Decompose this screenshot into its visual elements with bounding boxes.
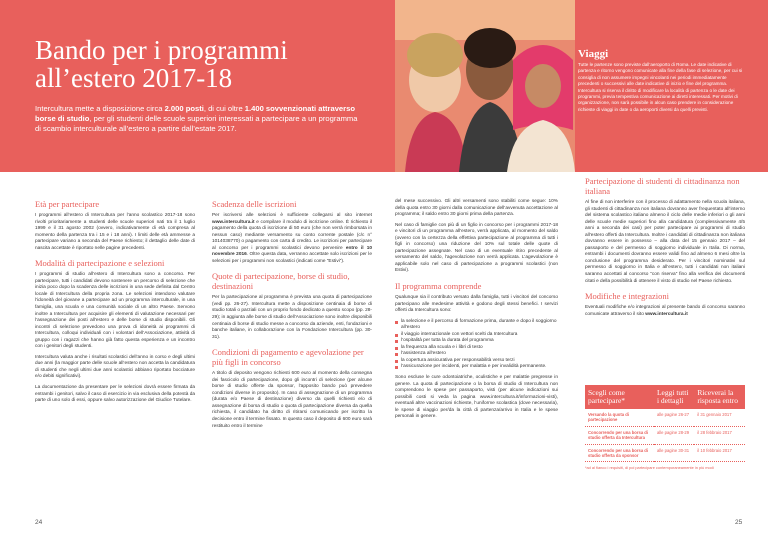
cittadinanza-heading: Partecipazione di studenti di cittadinanza non italiana	[585, 176, 740, 196]
programma-text: Qualunque sia il contributo versato dalla famiglia, tutti i vincitori del concorso partecipano alle medesime attività e godono degli stessi benefici. I servizi offerti da Intercultura sono:	[395, 295, 558, 314]
intercultura-link-2[interactable]: www.intercultura.it	[645, 311, 688, 317]
scadenza-text: Per iscriversi alle selezioni è sufficiente collegarsi al sito internet www.intercultura.it e compilare il modulo di iscrizione online. È richiesto il pagamento della quota di iscrizione di 50 euro (che non verrà rimborsata in nessun caso) mediante versamento su conto corrente postale (c/c n° 1014038770) o pagamento con carta di credito. Le iscrizioni per partecipare al concorso per i programmi scolastici devono pervenire entro il 10 novembre 2016. Oltre questa data, verranno accettate solo iscrizioni per le selezioni per i programmi non scolastici (indicati come “Estivi”).	[212, 213, 372, 264]
list-item: la selezione e il percorso di formazione prima, durante e dopo il soggiorno all’estero	[395, 319, 558, 332]
table-header: Scegli come partecipare*	[585, 385, 654, 409]
partecipazione-table-box	[585, 385, 745, 470]
list-item: l’assicurazione per incidenti, per malattia e per invalidità permanente.	[395, 364, 558, 371]
quote-text: Per la partecipazione al programma è prevista una quota di partecipazione (vedi pp. 26-27). Intercultura mette a disposizione centinaia di borse di studio totali o parziali con un proprio fondo dedicato a questo scopo (pp. 28-29); in aggiunta alle borse di studio dell’Associazione sono inoltre disponibili centinaia di borse di studio messe a concorso da aziende, enti, fondazioni e banche italiane, in collaborazione con la Fondazione Intercultura (pp. 30-31).	[212, 295, 372, 340]
column-3	[395, 199, 558, 425]
scadenza-heading: Scadenza delle iscrizioni	[212, 199, 297, 209]
condizioni-text: A titolo di deposito vengono richiesti 600 euro al momento della consegna dei fascicolo di partecipazione, dopo gli incontri di selezione (per alcune borse di studio offerte da sponsor, l’apposito bando può prevedere condizioni diverse in proposito). In caso di assegnazione di un programma (durata e/o Paese di destinazione) diverso da quelli richiesti e/o di assegnazione di borsa di studio o quota di partecipazione diversa da quella richiesta, il candidato ha diritto di ritirarsi comunicando per iscritto la decisione entro il termine fissato. In questo caso il deposito di 600 euro sarà restituito entro il termine	[212, 371, 372, 429]
table-row: Concorrendo per una borsa di studio offerta da Intercultura alle pagine 28-29 il 28 febbraio 2017	[585, 426, 745, 444]
cittadinanza-text: Al fine di non interferire con il processo di adattamento nella scuola italiana, gli studenti di cittadinanza non italiana dovranno aver frequentato all’interno del sistema scolastico italiano almeno il ciclo delle medie inferiori o gli anni delle scuole medie superiori fino alla candidatura (complessivamente 4/5 anni a seconda dei casi) per poter partecipare ai programmi di studio all’estero offerti da Intercultura. Inoltre i candidati di cittadinanza non italiana dovranno essere in possesso – alla data del 15 gennaio 2017 – del passaporto e del permesso di soggiorno individuale in Italia. Di norma, entrambi i documenti dovranno essere validi fino ad almeno 6 mesi oltre la conclusione del programma desiderato. Per i vincitori nominativi sul permesso di soggiorno in Italia e all’estero, tutti i candidati non italiani saranno accettati al concorso “con riserva” fino alla verifica dei documenti citati e della possibilità di ottenere il visto di studio nel Paese richiesto.	[585, 200, 745, 284]
servizi-list	[395, 319, 558, 371]
modalita-text-3: La documentazione da presentare per le selezioni dovrà essere firmata da entrambi i genitori, salvo il caso di esercizio in via esclusiva della potestà da parte di uno solo di essi, oppure salvo autorizzazione del Giudice Tutelare.	[35, 385, 195, 404]
page-title: Bando per i programmi all’estero 2017-18	[35, 35, 288, 93]
piu-figli-text: Nel caso di famiglie con più di un figlio in concorso per i programmi 2017-18 e vincitori di un programma all’estero, verrà applicata, al momento del saldo (ovvero con la certezza della effettiva partecipazione al programma di tutti i figli in concorso) una riduzione del 10% sul totale delle quote di partecipazione assegnate. Nel caso di un eventuale ritiro precedente al versamento del saldo, l’agevolazione non verrà applicata. L’agevolazione è applicabile solo nel caso di partecipazione a programmi scolastici (non Estivi).	[395, 222, 558, 274]
partecipazione-table	[585, 385, 745, 462]
condizioni-heading: Condizioni di pagamento e agevolazione per più figli in concorso	[212, 347, 364, 368]
modalita-heading: Modalità di partecipazione e selezioni	[35, 258, 165, 269]
students-photo	[395, 0, 575, 172]
viaggi-heading: Viaggi	[578, 48, 609, 60]
table-header: Leggi tutti i dettagli	[654, 385, 694, 409]
list-item: la frequenza alla scuola e i libri di testo	[395, 345, 558, 352]
modifiche-heading: Modifiche e integrazioni	[585, 291, 670, 302]
programma-heading: Il programma comprende	[395, 281, 482, 292]
viaggi-text: Tutte le partenze sono previste dall’aeroporto di Roma. Le date indicative di partenza e ritorno vengono comunicate alla fine della fase di selezione, per cui si consiglia di non assumere impegni vincolanti nei periodi immediatamente precedenti o successivi alle date indicative di inizio e fine del programma. Intercultura si riserva il diritto di modificare la località di partenza o le date dei programmi, previa tempestiva comunicazione ai diretti interessati. Per motivi di organizzazione, non sarà possibile in alcun caso prendere in considerazione richieste di viaggi in date o da aeroporti diversi da quelli previsti.	[578, 62, 743, 112]
page-number-left: 24	[35, 519, 43, 526]
intercultura-link[interactable]: www.intercultura.it	[212, 219, 255, 225]
column-2	[212, 199, 372, 434]
hero-intro: Intercultura mette a disposizione circa 2.000 posti, di cui oltre 1.400 sovvenzionati attraverso borse di studio, per gli studenti delle scuole superiori interessati a partecipare a un programma di scambio interculturale all’estero a partire dall’estate 2017.	[35, 104, 358, 134]
list-item: l’ospitalità per tutta la durata del programma	[395, 338, 558, 345]
viaggi-section	[578, 48, 746, 113]
modalita-text-2: Intercultura valuta anche i risultati scolastici dell’anno in corso e degli ultimi due anni (la maggior parte delle scuole all’estero non accetta la candidatura di studenti che negli ultimi due anni scolastici abbiano riportato bocciature e/o debiti significativi).	[35, 354, 195, 380]
list-item: la copertura assicurativa per responsabilità verso terzi	[395, 358, 558, 365]
eta-heading: Età per partecipare	[35, 199, 100, 209]
esclusioni-text: Sono escluse le cure odontoiatriche, oculistiche e per malattie pregresse in genere. La quota di partecipazione o la borsa di studio di Intercultura non comprendono le spese per passaporto, visti (per alcune indicazioni sui possibili costi si veda la pagina www.intercultura.it/informazioni-visti), eventuali altre vaccinazioni richieste, l’uniforme scolastica (dove necessaria), le spese di viaggio per/da la città di partenza/arrivo in Italia e le spese personali in genere.	[395, 375, 558, 420]
table-row: Versando la quota di partecipazione alle pagine 26-27 il 31 gennaio 2017	[585, 409, 745, 426]
table-row: Concorrendo per una borsa di studio offerta da sponsor alle pagine 30-31 il 10 febbraio 2017	[585, 444, 745, 462]
list-item: l’assistenza all’estero	[395, 351, 558, 358]
pagamento-continued-text: del mese successivo. Gli altri versamenti sono stabiliti come segue: 10% della quota entro 30 giorni dalla comunicazione dell’avvenuta accettazione al programma; il saldo entro 30 giorni prima della partenza.	[395, 199, 558, 218]
list-item: il viaggio internazionale con vettori scelti da Intercultura	[395, 332, 558, 339]
modifiche-text: Eventuali modifiche e/o integrazioni al presente bando di concorso saranno comunicate attraverso il sito www.intercultura.it	[585, 305, 745, 317]
quote-heading: Quote di partecipazione, borse di studio, destinazioni	[212, 271, 350, 292]
table-footnote: *ad al fianco i requisiti, di poi partecipare contemporaneamente in più modi	[585, 465, 714, 471]
hero-banner	[0, 0, 768, 172]
table-header: Riceverai la risposta entro	[694, 385, 745, 409]
column-4	[585, 172, 745, 322]
eta-text: I programmi all’estero di Intercultura per l’anno scolastico 2017-18 sono rivolti prioritariamente a studenti delle scuole superiori nati tra il 1 luglio 1999 e il 31 agosto 2002 (ovvero, indicativamente di età compresa al momento della partenza tra i 15 e i 18 anni). I limiti delle età ammesse a partecipare variano a seconda del Paese richiesto; il dettaglio delle date di nascita accettate è riportato nelle pagine precedenti.	[35, 213, 195, 251]
column-1	[35, 199, 195, 409]
page-number-right: 25	[735, 519, 743, 526]
modalita-text-1: I programmi di studio all’estero di Intercultura sono a concorso. Per partecipare, tutti i candidati devono sostenere un percorso di selezione che inizia poco dopo la scadenza delle iscrizioni in una sede definita dal Centro locale di Intercultura della propria zona. Le selezioni intendono valutare l’idoneità del giovane a partecipare ad un programma interculturale, in una famiglia, una scuola e una comunità sociale di un altro Paese. Servono inoltre a Intercultura per acquisire gli elementi di valutazione necessari per l’assegnazione dei posti all’estero e delle borse di studio disponibili. Gli incontri di selezione prevedono una prova di idoneità ai programmi di Intercultura, colloqui individuali con i volontari dell’Associazione, attività di gruppo con i ragazzi che hanno già fatto questa esperienza e un incontro con i genitori degli studenti.	[35, 272, 195, 350]
